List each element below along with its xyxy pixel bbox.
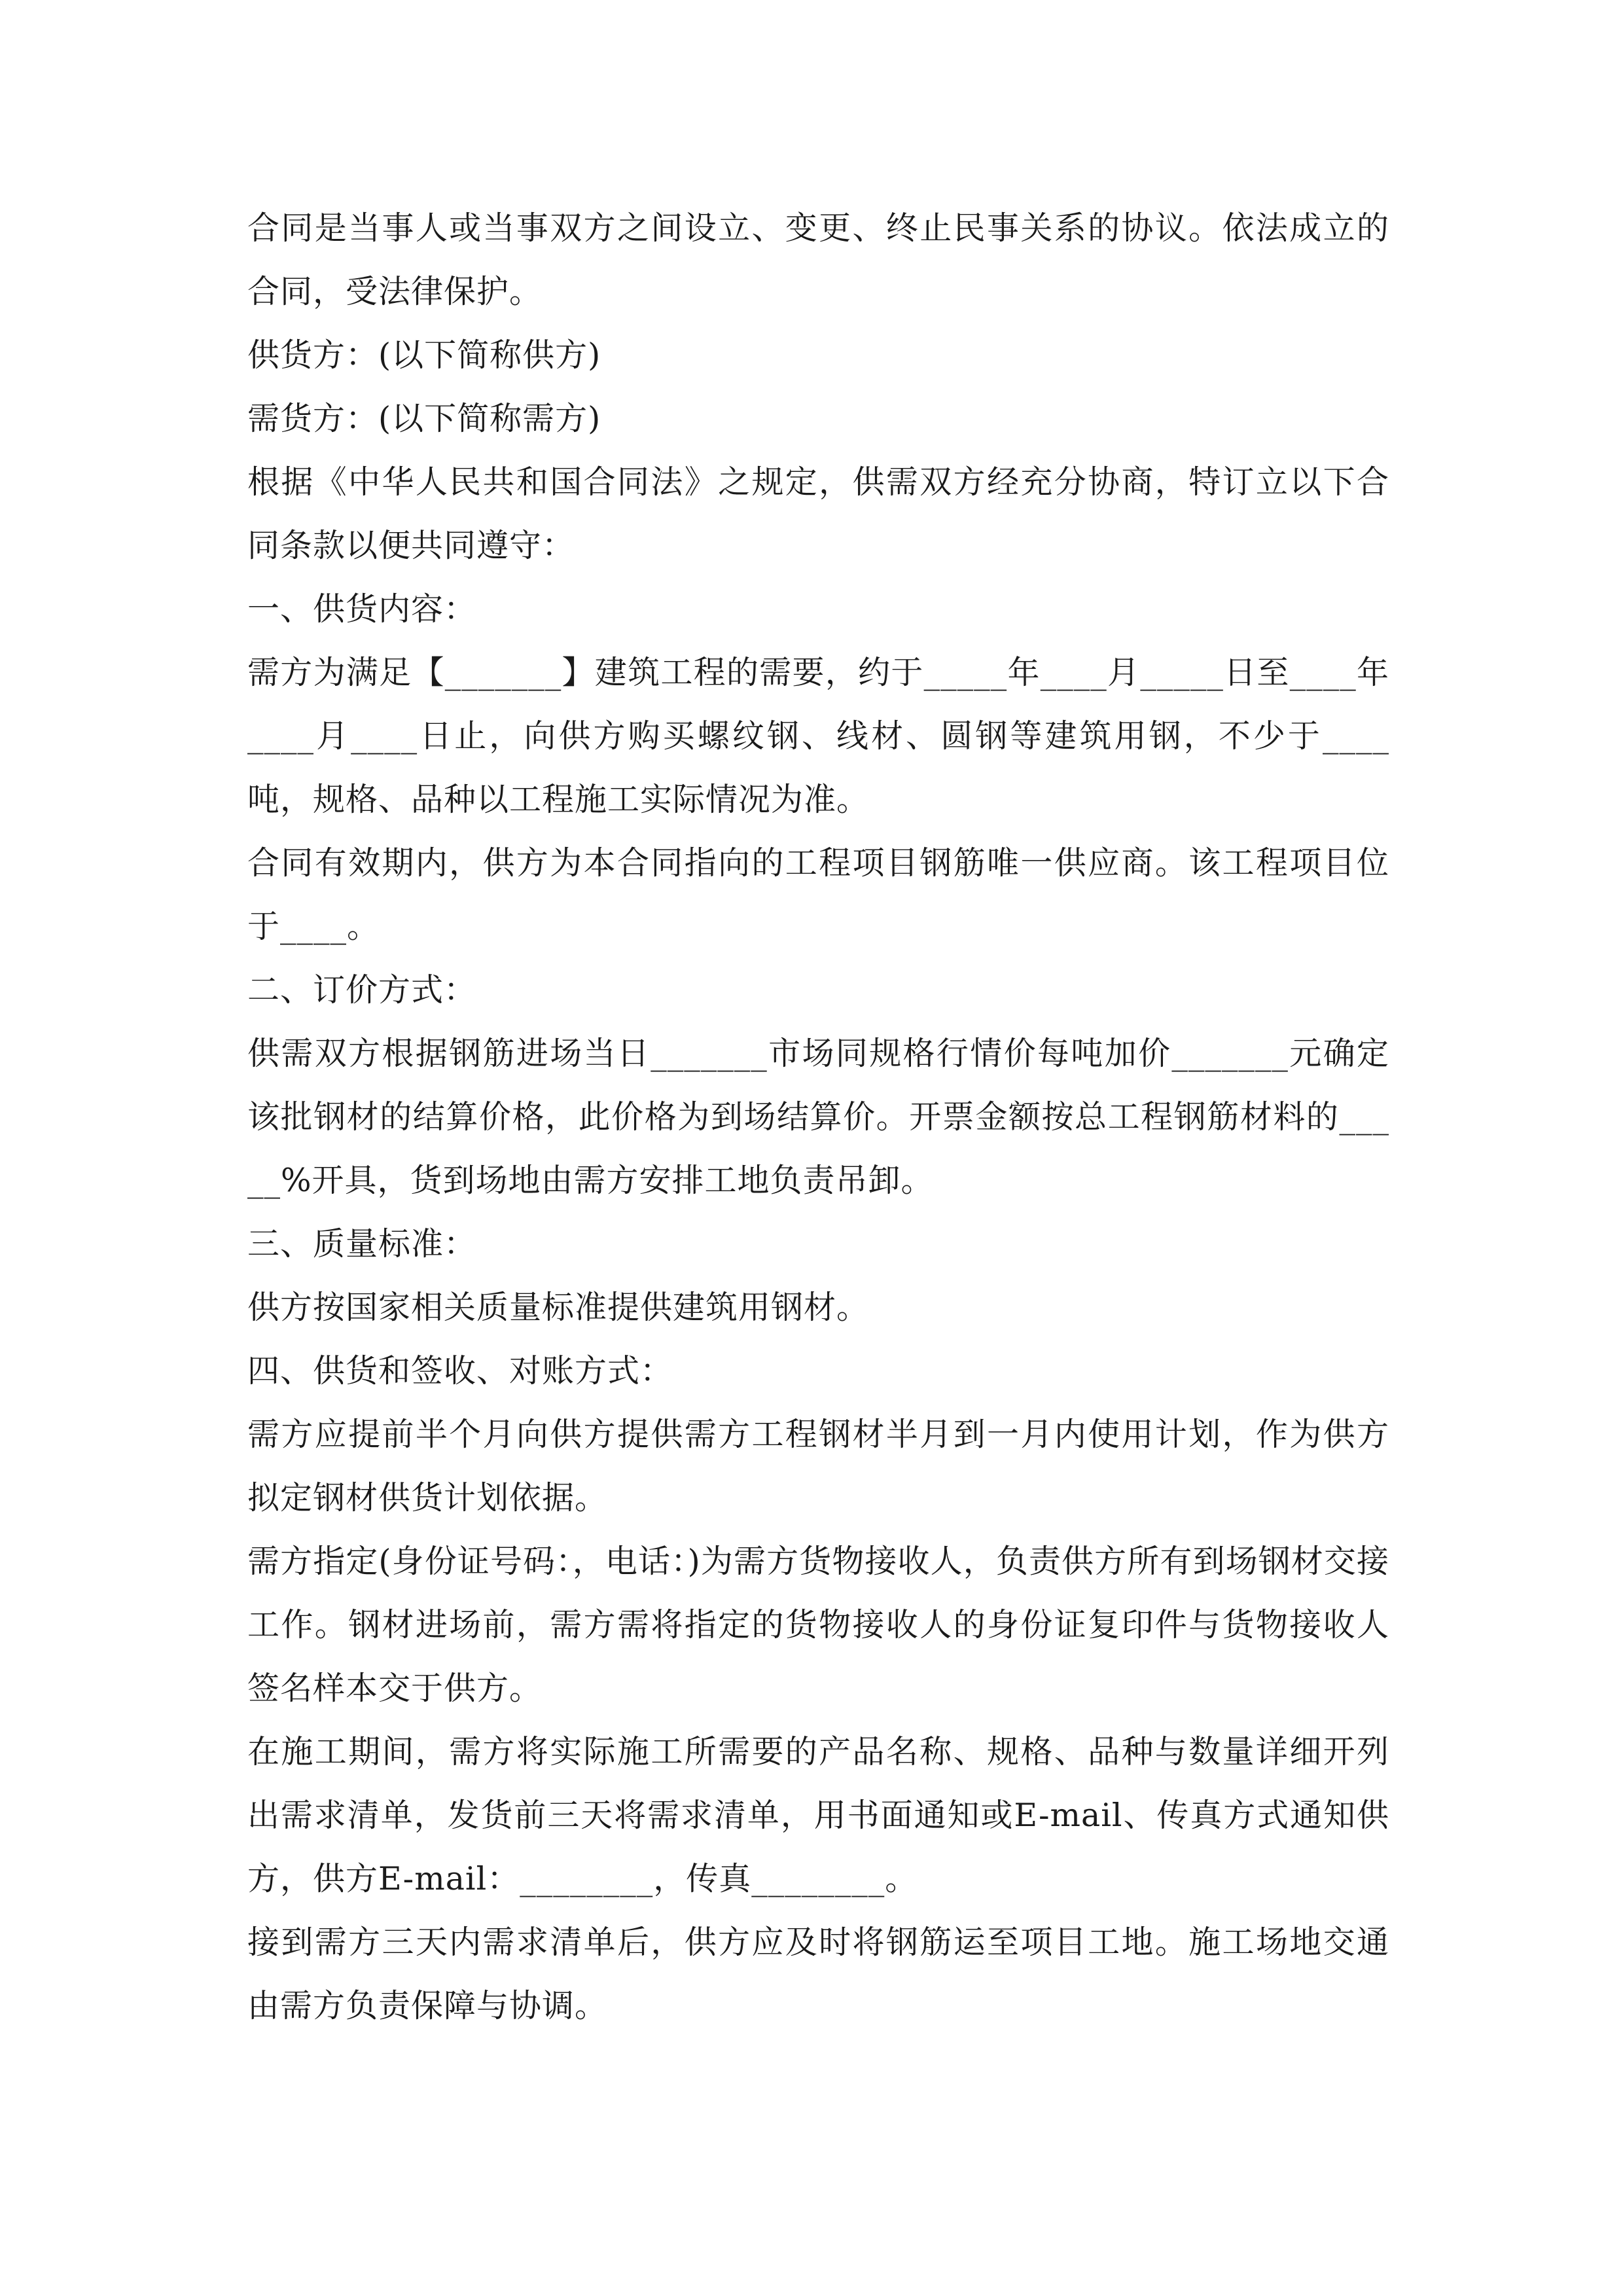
buyer-line: 需货方：(以下简称需方) [247,400,601,437]
pricing-paragraph: 供需双方根据钢筋进场当日_______市场同规格行情价每吨加价_______元确定该批钢材的结算价格，此价格为到场结算价。开票金额按总工程钢筋材料的_____%开具，货到场地由需方安排工地负责吊卸。 [247,1035,1389,1199]
section-heading-supply-content: 一、供货内容： [247,590,477,628]
shipping-paragraph: 接到需方三天内需求清单后，供方应及时将钢筋运至项目工地。施工场地交通由需方负责保障与协调。 [247,1924,1389,2024]
supplier-line: 供货方：(以下简称供方) [247,336,601,374]
section-heading-pricing: 二、订价方式： [247,971,477,1009]
section-heading-quality: 三、质量标准： [247,1225,477,1263]
legal-basis-paragraph: 根据《中华人民共和国合同法》之规定，供需双方经充分协商，特订立以下合同条款以便共同遵守： [247,463,1389,564]
quality-paragraph: 供方按国家相关质量标准提供建筑用钢材。 [247,1289,870,1326]
intro-paragraph: 合同是当事人或当事双方之间设立、变更、终止民事关系的协议。依法成立的合同，受法律保护。 [247,209,1389,310]
document-body [247,196,1389,2037]
demand-list-paragraph: 在施工期间，需方将实际施工所需要的产品名称、规格、品种与数量详细开列出需求清单，发货前三天将需求清单，用书面通知或E-mail、传真方式通知供方，供方E-mail：________，传真________。 [247,1733,1389,1897]
supply-content-paragraph: 需方为满足【_______】建筑工程的需要，约于_____年____月_____日至____年____月____日止，向供方购买螺纹钢、线材、圆钢等建筑用钢，不少于____吨，规格、品种以工程施工实际情况为准。 [247,654,1389,818]
validity-paragraph: 合同有效期内，供方为本合同指向的工程项目钢筋唯一供应商。该工程项目位于____。 [247,844,1389,945]
receiver-paragraph: 需方指定(身份证号码：，电话：)为需方货物接收人，负责供方所有到场钢材交接工作。钢材进场前，需方需将指定的货物接收人的身份证复印件与货物接收人签名样本交于供方。 [247,1543,1389,1707]
section-heading-delivery: 四、供货和签收、对账方式： [247,1352,673,1390]
delivery-plan-paragraph: 需方应提前半个月向供方提供需方工程钢材半月到一月内使用计划，作为供方拟定钢材供货计划依据。 [247,1416,1389,1516]
